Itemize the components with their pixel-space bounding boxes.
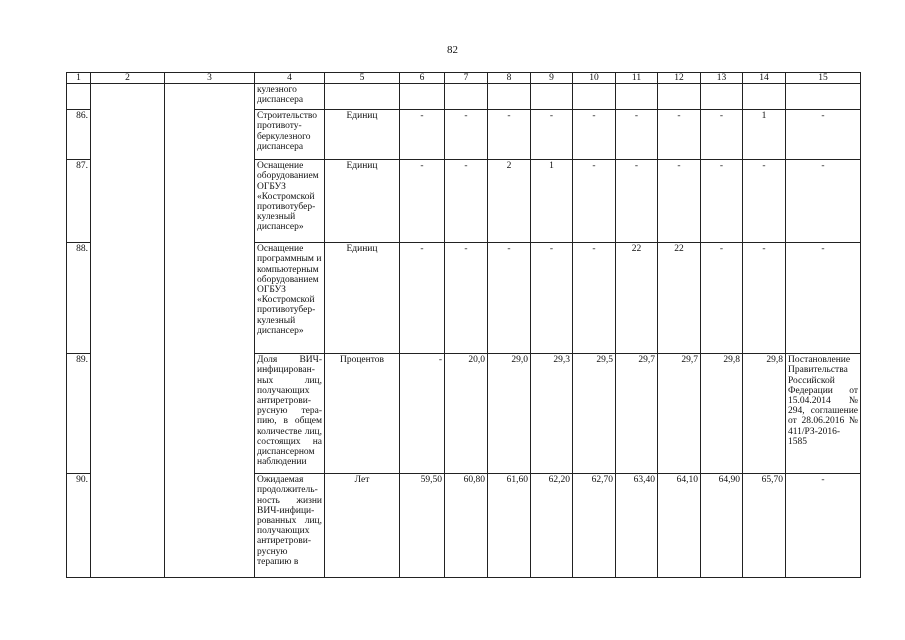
unit-cell: Единиц: [325, 110, 400, 160]
note-cell: -: [786, 243, 861, 354]
value-cell: 1: [531, 160, 573, 243]
value-cell: -: [400, 243, 445, 354]
value-cell: [488, 84, 531, 110]
value-cell: [573, 84, 616, 110]
column-header: 9: [531, 73, 573, 84]
column-header: 6: [400, 73, 445, 84]
indicator-name: Оснащение оборудованием ОГБУЗ «Костромской противотубер-кулезный диспансер»: [255, 160, 325, 243]
value-cell: -: [400, 354, 445, 474]
value-cell: -: [701, 160, 743, 243]
value-cell: [400, 84, 445, 110]
value-cell: 20,0: [445, 354, 488, 474]
indicator-name: Ожидаемая продолжитель-ность жизни ВИЧ-инфици-рованных лиц, получающих антиретрови-русную терапию в: [255, 474, 325, 578]
value-cell: 29,3: [531, 354, 573, 474]
value-cell: -: [445, 160, 488, 243]
column-header: 2: [91, 73, 165, 84]
value-cell: 65,70: [743, 474, 786, 578]
value-cell: -: [445, 243, 488, 354]
value-cell: 22: [658, 243, 701, 354]
value-cell: 29,8: [743, 354, 786, 474]
value-cell: -: [616, 160, 658, 243]
column-3-cell: [165, 84, 255, 578]
row-number: 87.: [67, 160, 91, 243]
value-cell: [701, 84, 743, 110]
value-cell: 60,80: [445, 474, 488, 578]
unit-cell: Единиц: [325, 243, 400, 354]
page-number: 82: [447, 44, 458, 56]
value-cell: [616, 84, 658, 110]
note-cell: [786, 84, 861, 110]
value-cell: -: [743, 160, 786, 243]
indicator-name: кулезного диспансера: [255, 84, 325, 110]
unit-cell: Процентов: [325, 354, 400, 474]
value-cell: -: [701, 110, 743, 160]
column-2-cell: [91, 84, 165, 578]
value-cell: 29,8: [701, 354, 743, 474]
value-cell: [445, 84, 488, 110]
note-cell: -: [786, 474, 861, 578]
value-cell: -: [400, 110, 445, 160]
indicator-table: [66, 72, 861, 578]
indicator-name: Доля ВИЧ-инфицирован-ных лиц, получающих антиретрови-русную тера-пию, в общем количестве лиц, состоящих на диспансерном наблюдении: [255, 354, 325, 474]
row-number: 90.: [67, 474, 91, 578]
column-header: 11: [616, 73, 658, 84]
value-cell: -: [445, 110, 488, 160]
unit-cell: Лет: [325, 474, 400, 578]
value-cell: -: [616, 110, 658, 160]
value-cell: -: [573, 110, 616, 160]
value-cell: 29,0: [488, 354, 531, 474]
value-cell: -: [658, 160, 701, 243]
value-cell: [658, 84, 701, 110]
value-cell: 59,50: [400, 474, 445, 578]
value-cell: 64,90: [701, 474, 743, 578]
unit-cell: [325, 84, 400, 110]
column-header: 8: [488, 73, 531, 84]
value-cell: -: [573, 243, 616, 354]
row-number: 89.: [67, 354, 91, 474]
column-header: 12: [658, 73, 701, 84]
column-header: 4: [255, 73, 325, 84]
value-cell: 29,5: [573, 354, 616, 474]
value-cell: 64,10: [658, 474, 701, 578]
value-cell: 63,40: [616, 474, 658, 578]
note-cell: -: [786, 160, 861, 243]
column-header: 10: [573, 73, 616, 84]
unit-cell: Единиц: [325, 160, 400, 243]
column-header: 3: [165, 73, 255, 84]
value-cell: -: [658, 110, 701, 160]
value-cell: -: [701, 243, 743, 354]
value-cell: -: [743, 243, 786, 354]
value-cell: 22: [616, 243, 658, 354]
value-cell: -: [400, 160, 445, 243]
value-cell: 61,60: [488, 474, 531, 578]
column-header: 15: [786, 73, 861, 84]
value-cell: [531, 84, 573, 110]
value-cell: 1: [743, 110, 786, 160]
column-header: 14: [743, 73, 786, 84]
value-cell: [743, 84, 786, 110]
column-header: 13: [701, 73, 743, 84]
note-cell: -: [786, 110, 861, 160]
value-cell: -: [531, 110, 573, 160]
row-number: 88.: [67, 243, 91, 354]
table-row: [67, 84, 861, 110]
value-cell: 2: [488, 160, 531, 243]
note-cell: Постановление Правительства Российской Федерации от 15.04.2014 № 294, соглашение от 28.06.2016 № 411/РЗ-2016-1585: [786, 354, 861, 474]
value-cell: -: [488, 243, 531, 354]
row-number: [67, 84, 91, 110]
value-cell: 62,20: [531, 474, 573, 578]
value-cell: 29,7: [616, 354, 658, 474]
value-cell: -: [573, 160, 616, 243]
value-cell: 62,70: [573, 474, 616, 578]
value-cell: -: [488, 110, 531, 160]
indicator-name: Оснащение программным и компьютерным оборудованием ОГБУЗ «Костромской противотубер-кулезный диспансер»: [255, 243, 325, 354]
column-number-row: [67, 73, 861, 84]
value-cell: -: [531, 243, 573, 354]
row-number: 86.: [67, 110, 91, 160]
column-header: 5: [325, 73, 400, 84]
column-header: 1: [67, 73, 91, 84]
column-header: 7: [445, 73, 488, 84]
indicator-name: Строительство противоту-беркулезного диспансера: [255, 110, 325, 160]
value-cell: 29,7: [658, 354, 701, 474]
